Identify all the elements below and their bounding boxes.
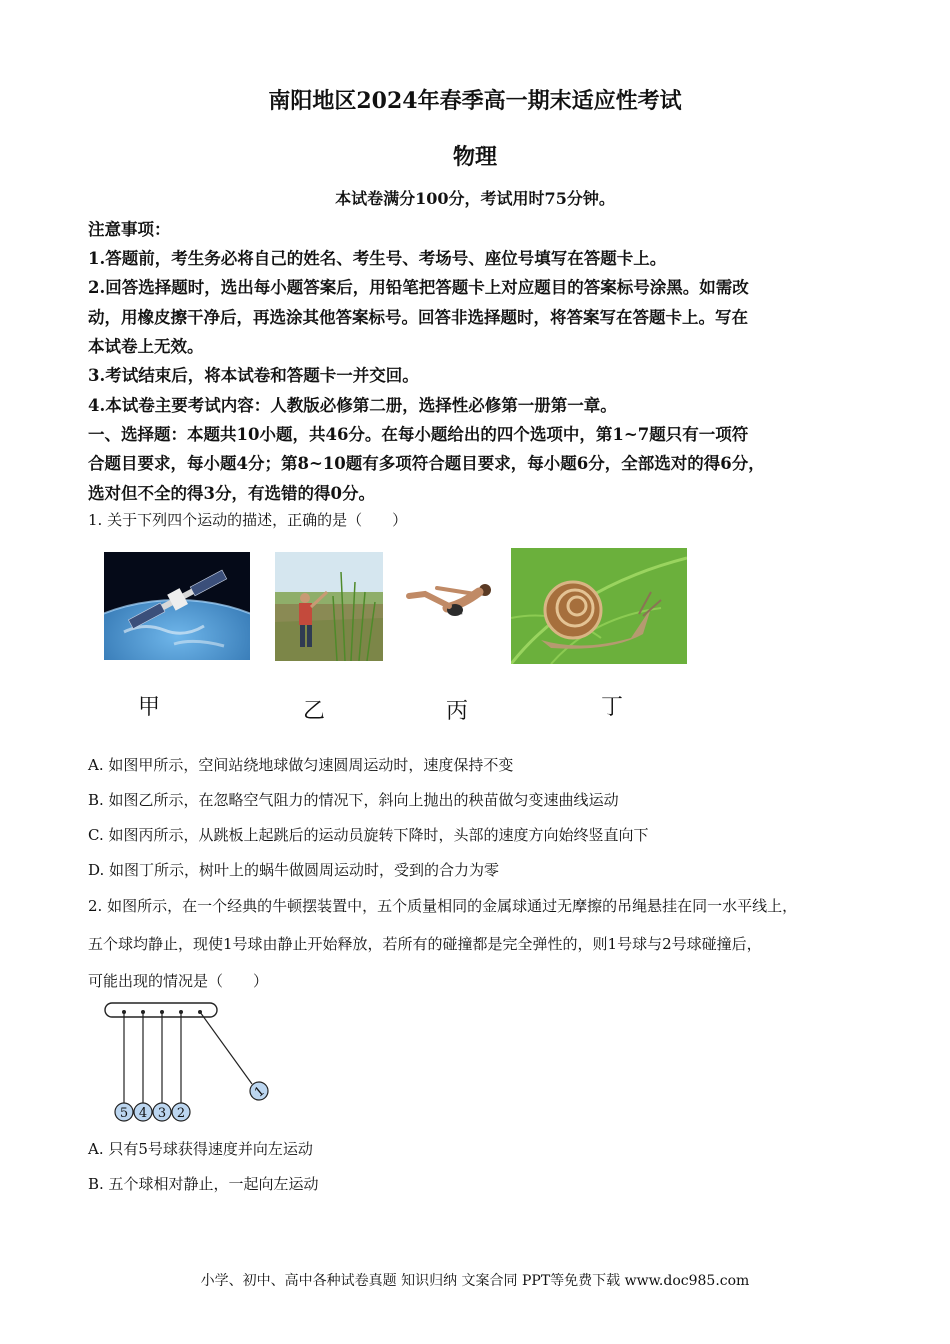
caption-ding: 丁 [601,695,624,720]
q2-stem-line-3: 可能出现的情况是（ ） [88,972,269,990]
section1-line-3: 选对但不全的得3分，有选错的得0分。 [88,484,375,503]
q1-option-d: D. 如图丁所示，树叶上的蜗牛做圆周运动时，受到的合力为零 [88,861,500,879]
ball-label-1: 1 [251,1083,268,1101]
caption-yi: 乙 [303,699,326,724]
ball-label-3: 3 [157,1106,167,1121]
caption-jia: 甲 [138,695,161,720]
note-item-2-line-2: 动，用橡皮擦干净后，再选涂其他答案标号。回答非选择题时，将答案写在答题卡上。写在 [88,308,748,327]
note-item-2-line-1: 2.回答选择题时，选出每小题答案后，用铅笔把答题卡上对应题目的答案标号涂黑。如需改 [88,278,749,297]
section1-line-2: 合题目要求，每小题4分；第8~10题有多项符合题目要求，每小题6分，全部选对的得6分， [88,454,765,473]
q1-option-c: C. 如图丙所示，从跳板上起跳后的运动员旋转下降时，头部的速度方向始终竖直向下 [88,826,649,844]
note-item-4: 4.本试卷主要考试内容：人教版必修第二册，选择性必修第一册第一章。 [88,396,617,415]
section1-line-1: 一、选择题：本题共10小题，共46分。在每小题给出的四个选项中，第1~7题只有一项符 [88,425,749,444]
rice-field-image [275,552,383,661]
note-item-3: 3.考试结束后，将本试卷和答题卡一并交回。 [88,366,419,385]
ball-label-2: 2 [176,1106,186,1121]
exam-info: 本试卷满分100分，考试用时75分钟。 [335,189,615,208]
snail-image [511,548,687,664]
diver-image [403,574,499,622]
ball-label-5: 5 [119,1106,129,1121]
notes-heading: 注意事项： [88,220,171,239]
q2-option-b: B. 五个球相对静止，一起向左运动 [88,1175,319,1193]
caption-bing: 丙 [446,699,469,724]
space-station-image [104,552,250,660]
q1-option-a: A. 如图甲所示，空间站绕地球做匀速圆周运动时，速度保持不变 [88,756,514,774]
q2-stem-line-1: 2. 如图所示，在一个经典的牛顿摆装置中，五个质量相同的金属球通过无摩擦的吊绳悬挂在同一水平线上， [88,897,798,915]
newtons-cradle-diagram [98,1000,278,1126]
q1-stem: 1. 关于下列四个运动的描述，正确的是（ ） [88,511,408,529]
q2-stem-line-2: 五个球均静止，现使1号球由静止开始释放，若所有的碰撞都是完全弹性的，则1号球与2号球碰撞后， [88,935,762,953]
q1-option-b: B. 如图乙所示，在忽略空气阻力的情况下，斜向上抛出的秧苗做匀变速曲线运动 [88,791,619,809]
ball-label-4: 4 [138,1106,148,1121]
q2-option-a: A. 只有5号球获得速度并向左运动 [88,1140,313,1158]
note-item-2-line-3: 本试卷上无效。 [88,337,204,356]
note-item-1: 1.答题前，考生务必将自己的姓名、考生号、考场号、座位号填写在答题卡上。 [88,249,667,268]
page-footer: 小学、初中、高中各种试卷真题 知识归纳 文案合同 PPT等免费下载 www.doc985.com [200,1273,750,1289]
subject-title: 物理 [452,144,497,170]
exam-title: 南阳地区2024年春季高一期末适应性考试 [268,88,682,114]
